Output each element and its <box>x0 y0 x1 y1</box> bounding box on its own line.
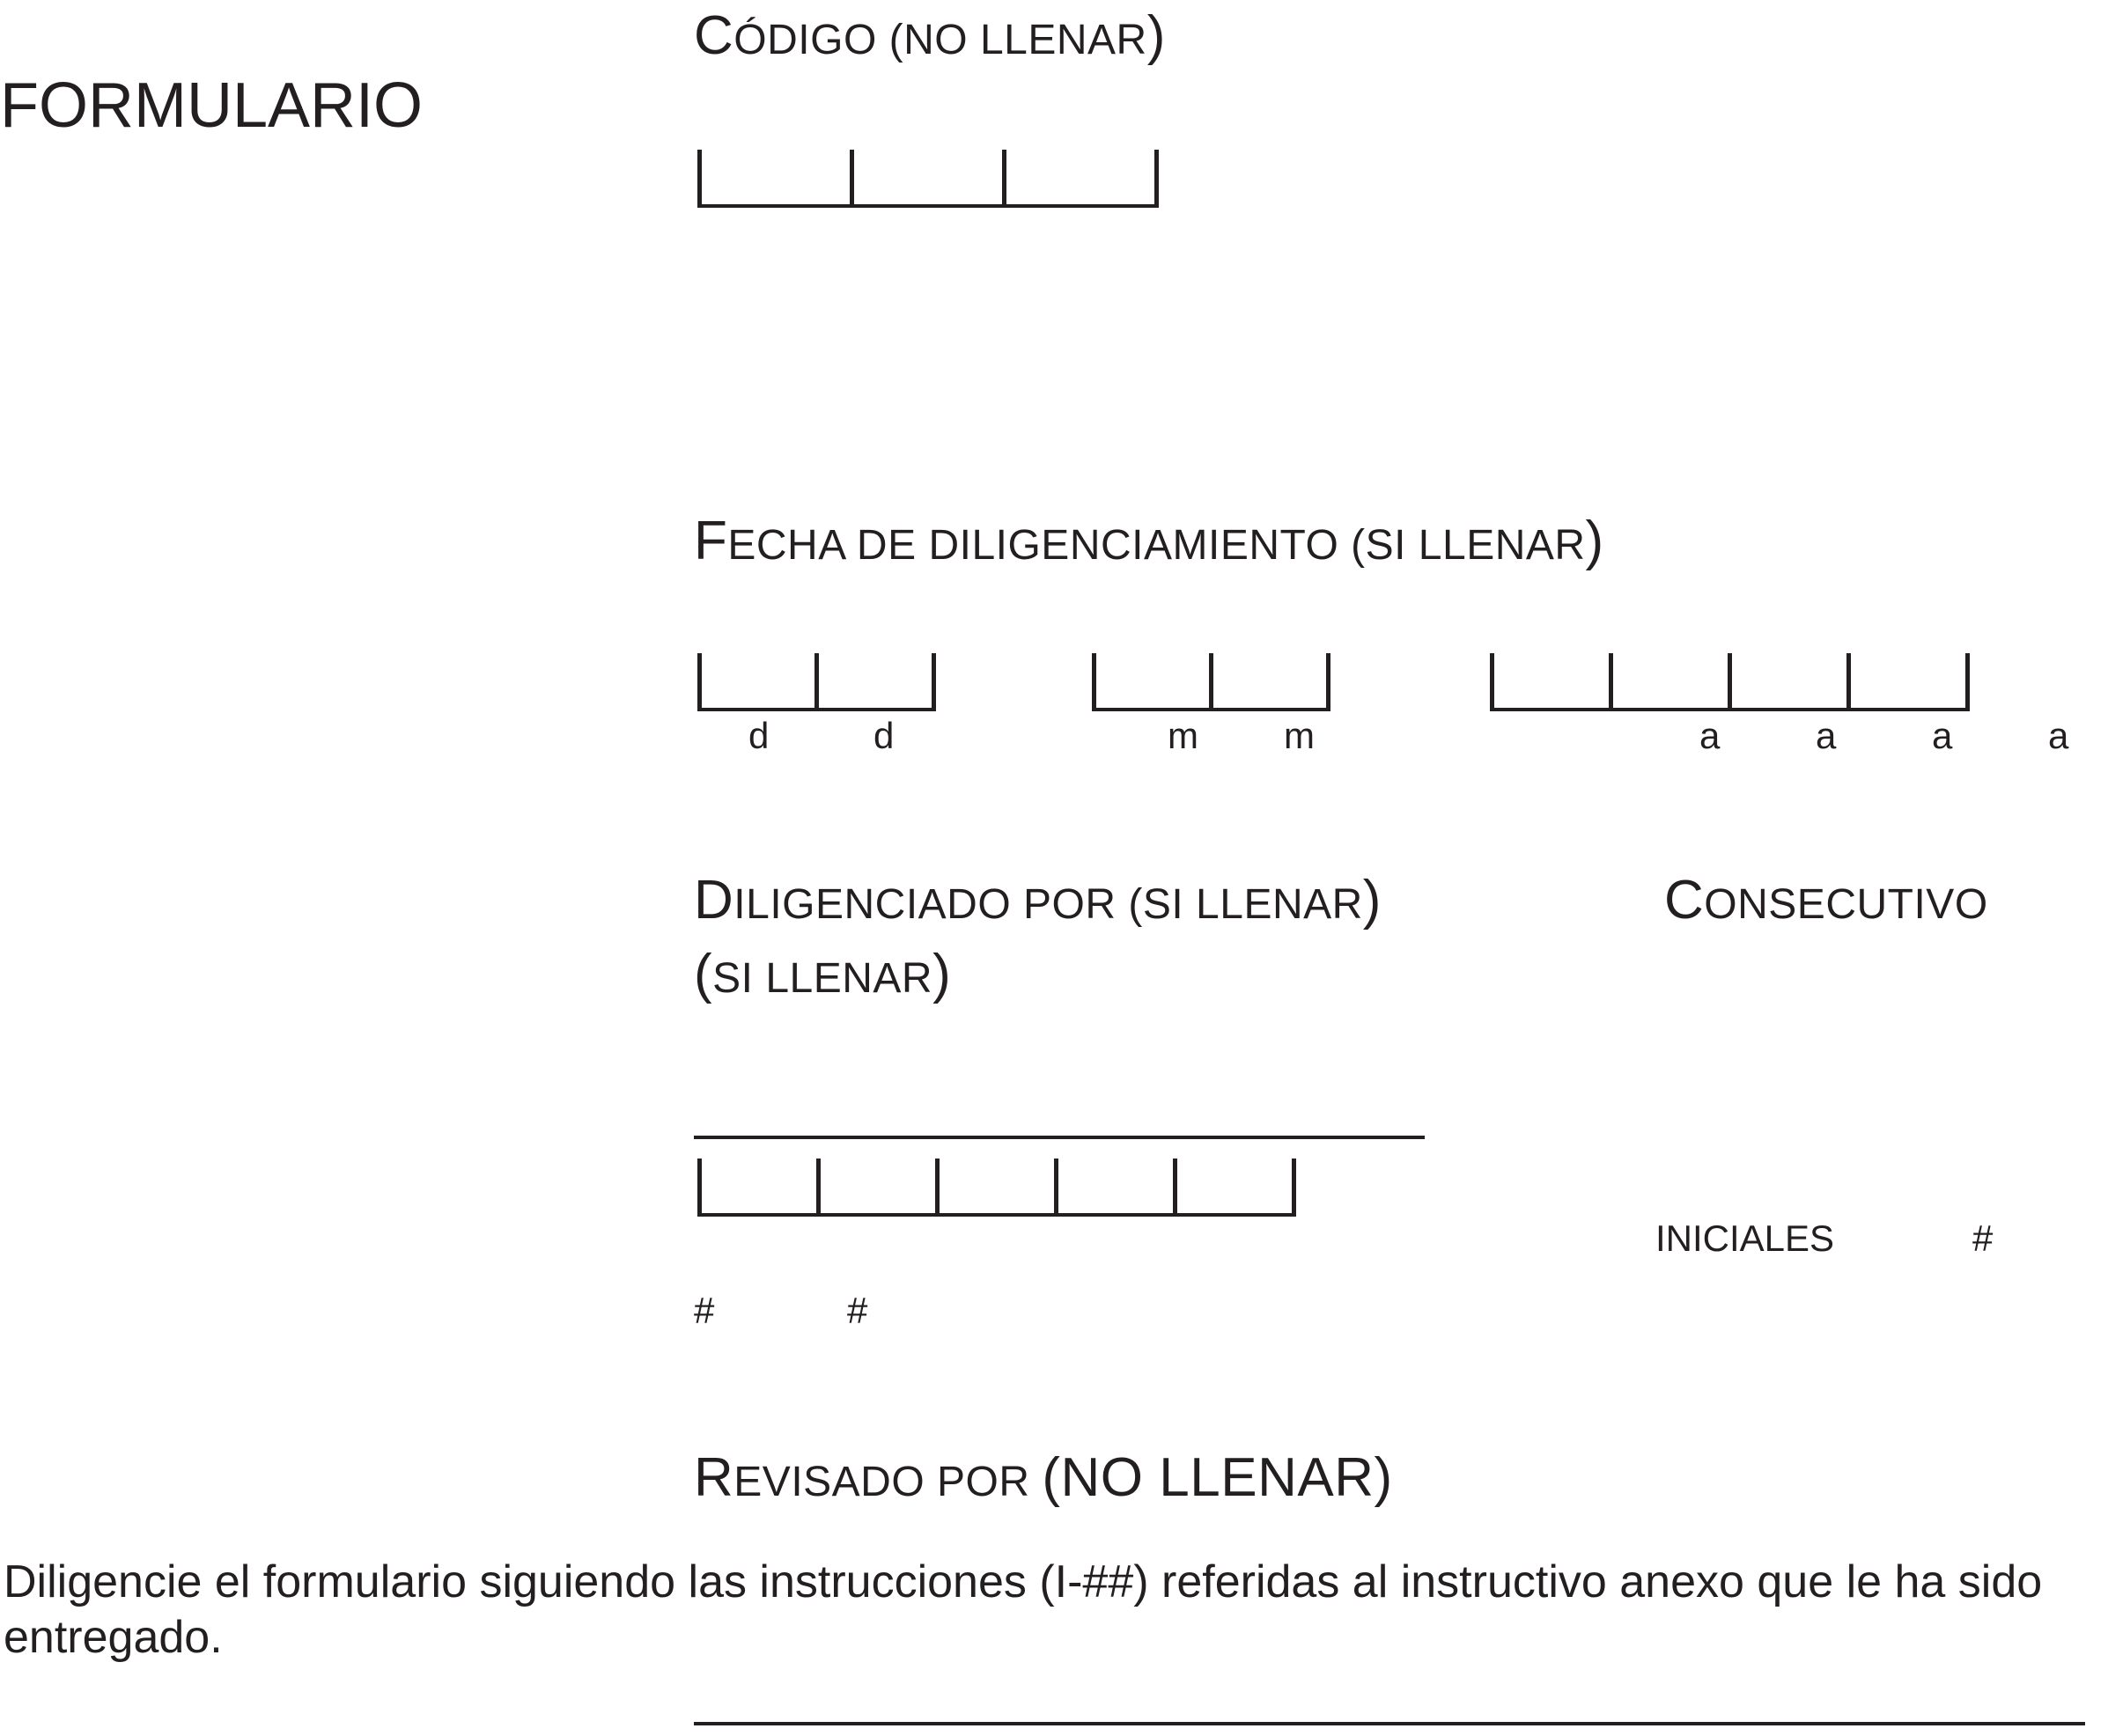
reviewed-heading-rest: EVISADO POR <box>733 1459 1043 1505</box>
date-heading-close: ) <box>1585 511 1604 571</box>
day-slot[interactable] <box>702 653 814 711</box>
code-heading <box>694 5 1166 66</box>
day-label: d <box>873 715 895 756</box>
year-label: a <box>2048 715 2069 756</box>
reviewed-heading-initial: R <box>694 1447 734 1508</box>
filled-by-heading-line2 <box>694 944 952 1004</box>
initials-label: INICIALES <box>1655 1217 1835 1259</box>
consecutive-slot[interactable] <box>940 1159 1054 1217</box>
filled-by-heading-line2-close: ) <box>932 944 952 1004</box>
date-heading <box>694 511 1604 571</box>
consecutive-slot[interactable] <box>821 1159 935 1217</box>
code-slot[interactable] <box>1006 150 1154 208</box>
filled-by-heading-close: ) <box>1362 870 1382 931</box>
year-slot[interactable] <box>1851 653 1965 711</box>
reviewed-heading <box>694 1447 1393 1508</box>
day-boxes[interactable] <box>697 653 936 711</box>
consecutive-slot[interactable] <box>702 1159 816 1217</box>
filled-by-heading <box>694 870 1382 931</box>
consecutive-heading-rest: ONSECUTIVO <box>1704 881 1988 928</box>
code-heading-note: NO LLENAR <box>903 17 1147 63</box>
month-label: m <box>1168 715 1198 756</box>
year-slot[interactable] <box>1732 653 1846 711</box>
year-slot[interactable] <box>1613 653 1728 711</box>
filled-by-heading-note: SI LLENAR <box>1142 881 1363 928</box>
consecutive-slot[interactable] <box>1177 1159 1292 1217</box>
code-slot[interactable] <box>854 150 1002 208</box>
date-heading-rest: ECHA DE DILIGENCIAMIENTO ( <box>727 522 1366 569</box>
code-heading-initial: C <box>694 5 734 66</box>
day-label: d <box>748 715 770 756</box>
year-boxes[interactable] <box>1490 653 1970 711</box>
day-slot[interactable] <box>819 653 932 711</box>
year-label: a <box>1932 715 1953 756</box>
consecutive-slot[interactable] <box>1058 1159 1173 1217</box>
reviewer-signature-line[interactable] <box>694 1722 2085 1725</box>
filled-by-heading-line2-note: SI LLENAR <box>712 955 933 1002</box>
code-boxes[interactable] <box>697 150 1159 208</box>
month-slot[interactable] <box>1096 653 1209 711</box>
consecutive-boxes[interactable] <box>697 1159 1296 1217</box>
instructions-text: Diligencie el formulario siguiendo las instrucciones (I-##) referidas al instructivo anexo que le ha sido entregado. <box>4 1556 2043 1664</box>
hash-label: # <box>847 1290 868 1331</box>
code-slot[interactable] <box>702 150 850 208</box>
month-label: m <box>1284 715 1315 756</box>
reviewed-heading-note: (NO LLENAR) <box>1042 1447 1393 1508</box>
form-title: FORMULARIO <box>0 70 424 141</box>
year-label: a <box>1699 715 1721 756</box>
code-heading-rest: ÓDIGO ( <box>733 17 904 63</box>
hash-label: # <box>694 1290 715 1331</box>
filled-by-heading-rest: ILIGENCIADO POR ( <box>733 881 1143 928</box>
month-slot[interactable] <box>1213 653 1326 711</box>
month-boxes[interactable] <box>1092 653 1330 711</box>
date-heading-initial: F <box>694 511 728 571</box>
code-heading-close: ) <box>1146 5 1166 66</box>
filled-by-heading-initial: D <box>694 870 734 931</box>
hash-label: # <box>1972 1217 1994 1259</box>
filled-by-name-line[interactable] <box>694 1136 1425 1139</box>
filled-by-heading-line2-open: ( <box>694 944 713 1004</box>
consecutive-heading-initial: C <box>1664 870 1705 931</box>
consecutive-heading <box>1664 870 1988 931</box>
year-slot[interactable] <box>1494 653 1609 711</box>
year-label: a <box>1816 715 1837 756</box>
date-heading-note: SI LLENAR <box>1365 522 1586 569</box>
